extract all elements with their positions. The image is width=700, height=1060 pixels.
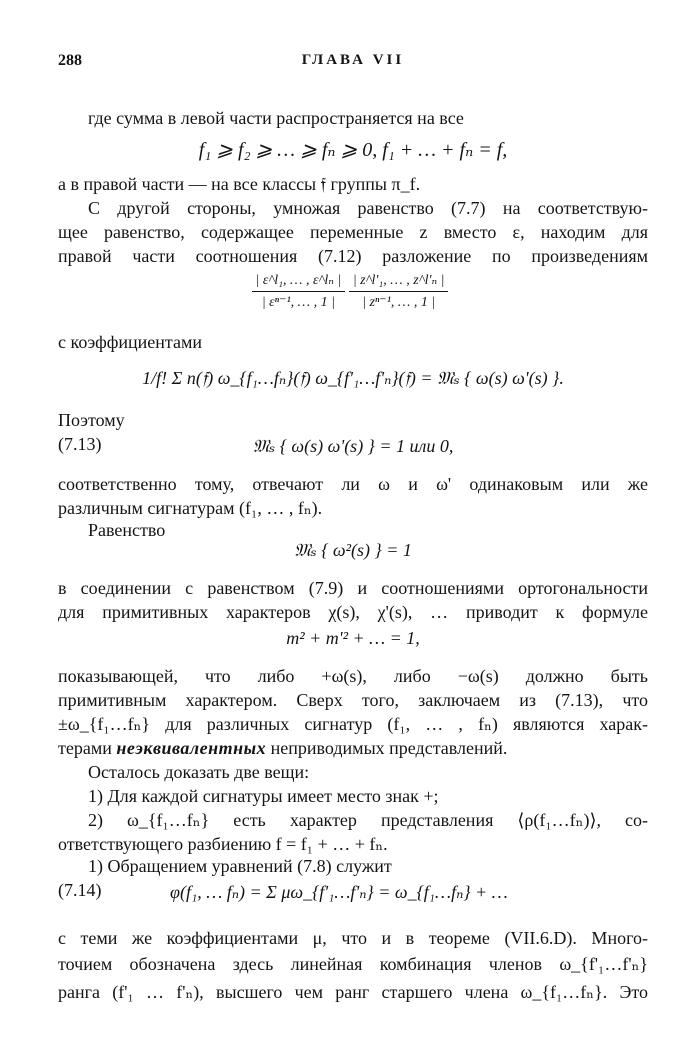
text-line: правой части соотношения (7.12) разложение по произведениям <box>58 246 648 266</box>
fraction-left <box>252 272 346 311</box>
text-line: с теми же коэффициентами μ, что и в теореме (VII.6.D). Много- <box>58 928 648 948</box>
text-line: для примитивных характеров χ(s), χ'(s), … приводит к формуле <box>58 602 648 622</box>
equation-number: (7.14) <box>58 880 102 900</box>
text-line: а в правой части — на все классы 𝔣 группы π_f. <box>58 174 421 194</box>
text-line: ответствующего разбиению f = f₁ + … + fₙ. <box>58 834 388 854</box>
text-line: точием обозначена здесь линейная комбинация членов ω_{f'₁…f'ₙ} <box>58 954 648 974</box>
text-line: Равенство <box>88 520 166 540</box>
text-line: с коэффициентами <box>58 332 202 352</box>
equation-signature-conditions: f₁ ⩾ f₂ ⩾ … ⩾ fₙ ⩾ 0, f₁ + … + fₙ = f, <box>198 139 508 161</box>
text-line: Осталось доказать две вещи: <box>88 762 310 782</box>
equation-number: (7.13) <box>58 434 102 454</box>
text-line: ±ω_{f₁…fₙ} для различных сигнатур (f₁, … , fₙ) являются харак- <box>58 714 648 734</box>
list-item: 2) ω_{f₁…fₙ} есть характер представления ⟨ρ(f₁…fₙ)⟩, со- <box>88 810 648 830</box>
text-fragment: неприводимых представлений. <box>266 738 508 758</box>
text-line: С другой стороны, умножая равенство (7.7) на соответствую- <box>88 198 648 218</box>
text-line: щее равенство, содержащее переменные z вместо ε, находим для <box>58 222 648 242</box>
fraction-right <box>349 272 449 311</box>
equation-coefficients <box>58 366 648 390</box>
equation-left: 1/f! Σ n(𝔣) ω_{f₁…fₙ}(𝔣) ω_{f'₁…f'ₙ}(𝔣) = <box>142 368 433 388</box>
equation-7-14: φ(f₁, … fₙ) = Σ μω_{f'₁…f'ₙ} = ω_{f₁…fₙ} + … <box>170 882 508 902</box>
emphasized-word: неэквивалентных <box>116 738 267 758</box>
fraction-denominator: | εⁿ⁻¹, … , 1 | <box>261 295 335 310</box>
text-line: в соединении с равенством (7.9) и соотношениями ортогональности <box>58 578 648 598</box>
page-header <box>58 52 648 76</box>
text-line: показывающей, что либо +ω(s), либо −ω(s) должно быть <box>58 666 648 686</box>
text-fragment: терами <box>58 738 117 758</box>
text-line <box>58 736 648 760</box>
text-line: где сумма в левой части распространяется на все <box>88 108 464 128</box>
chapter-title: ГЛАВА VII <box>301 52 405 68</box>
fraction-denominator: | zⁿ⁻¹, … , 1 | <box>362 295 436 310</box>
page-number: 288 <box>58 52 82 69</box>
equation-multiplicities: m² + m'² + … = 1, <box>286 628 420 648</box>
text-line: ранга (f'₁ … f'ₙ), высшего чем ранг старшего члена ω_{f₁…fₙ}. Это <box>58 982 648 1002</box>
equation-7-13: 𝔐ₛ { ω(s) ω'(s) } = 1 или 0, <box>252 436 454 456</box>
fraction-numerator: | ε^l₁, … , ε^lₙ | <box>252 272 346 292</box>
text-line: примитивным характером. Сверх того, заключаем из (7.13), что <box>58 690 648 710</box>
text-line: Поэтому <box>58 410 125 430</box>
text-line: 1) Обращением уравнений (7.8) служит <box>88 856 392 876</box>
list-item: 1) Для каждой сигнатуры имеет место знак +; <box>88 786 439 806</box>
fraction-numerator: | z^l'₁, … , z^l'ₙ | <box>349 272 449 292</box>
text-line: соответственно тому, отвечают ли ω и ω' одинаковым или же <box>58 474 648 494</box>
equation-mean-square: 𝔐ₛ { ω²(s) } = 1 <box>294 540 412 560</box>
determinant-product <box>0 272 700 311</box>
equation-right: 𝔐ₛ { ω(s) ω'(s) }. <box>437 368 564 388</box>
text-line: различным сигнатурам (f₁, … , fₙ). <box>58 498 323 518</box>
